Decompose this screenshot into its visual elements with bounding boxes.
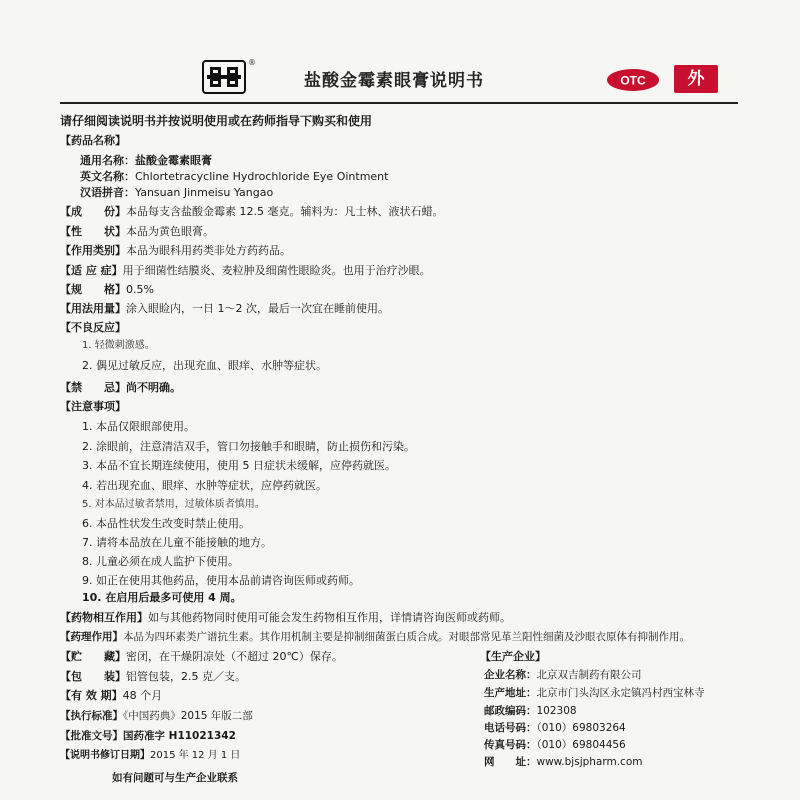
package-row [60, 670, 246, 684]
contraindications-value: 尚不明确。 [126, 381, 181, 394]
manufacturer-address-row [484, 686, 705, 700]
english-name-row [80, 170, 388, 184]
precaution-item: 8. 儿童必须在成人监护下使用。 [82, 555, 239, 568]
otc-badge [606, 68, 660, 92]
approval-row [60, 729, 236, 743]
pharmacology-value: 本品为四环素类广谱抗生素。其作用机制主要是抑制细菌蛋白质合成。对眼部常见革兰阳性细菌及沙眼衣原体有抑制作用。 [123, 631, 690, 643]
manufacturer-name-row [484, 668, 642, 682]
manufacturer-address-value: 北京市门头沟区永定镇冯村西宝林寺 [536, 687, 705, 699]
otc-label: OTC [620, 73, 646, 88]
registered-mark-icon: ® [248, 58, 256, 67]
manufacturer-web-row [484, 755, 642, 769]
package-label: 【包 装】 [60, 670, 126, 683]
storage-row [60, 650, 343, 664]
company-logo-icon [202, 60, 246, 94]
dosage-label: 【用法用量】 [60, 302, 126, 315]
storage-value: 密闭，在干燥阴凉处（不超过 20℃）保存。 [126, 650, 343, 663]
manufacturer-fax-label: 传真号码： [484, 739, 537, 751]
category-label: 【作用类别】 [60, 244, 126, 257]
revision-label: 【说明书修订日期】 [60, 750, 150, 761]
english-name-label: 英文名称： [80, 170, 135, 183]
precaution-item: 1. 本品仅限眼部使用。 [82, 420, 195, 433]
drug-name-heading: 【药品名称】 [60, 134, 126, 147]
spec-value: 0.5% [126, 283, 154, 296]
validity-row [60, 689, 162, 703]
manufacturer-postcode-label: 邮政编码： [484, 705, 537, 717]
category-value: 本品为眼科用药类非处方药药品。 [126, 244, 291, 257]
precaution-item: 3. 本品不宜长期连续使用，使用 5 日症状未缓解，应停药就医。 [82, 459, 396, 472]
appearance-label: 【性 状】 [60, 225, 126, 238]
indications-row [60, 264, 431, 278]
adverse-heading: 【不良反应】 [60, 321, 126, 334]
precautions-heading: 【注意事项】 [60, 400, 126, 413]
contraindications-row [60, 381, 181, 395]
precaution-item: 10. 在启用后最多可使用 4 周。 [82, 591, 242, 604]
interaction-label: 【药物相互作用】 [60, 611, 148, 624]
header-divider [60, 102, 738, 104]
manufacturer-address-label: 生产地址： [484, 687, 537, 699]
spec-label: 【规 格】 [60, 283, 126, 296]
package-value: 铝管包装，2.5 克／支。 [126, 670, 246, 683]
standard-row [60, 709, 253, 723]
appearance-row [60, 225, 214, 239]
pinyin-row [80, 186, 273, 200]
spec-row [60, 283, 154, 297]
standard-label: 【执行标准】 [60, 710, 123, 722]
pinyin-value: Yansuan Jinmeisu Yangao [135, 186, 274, 199]
interaction-row [60, 611, 511, 625]
precaution-item: 2. 涂眼前，注意清洁双手，管口勿接触手和眼睛，防止损伤和污染。 [82, 440, 415, 453]
approval-label: 【批准文号】 [60, 730, 123, 742]
indications-value: 用于细菌性结膜炎、麦粒肿及细菌性眼睑炎。也用于治疗沙眼。 [122, 264, 431, 277]
revision-row [60, 749, 240, 763]
usage-warning: 请仔细阅读说明书并按说明使用或在药师指导下购买和使用 [60, 114, 373, 128]
generic-name-row [80, 154, 212, 168]
revision-value: 2015 年 12 月 1 日 [150, 750, 241, 761]
manufacturer-postcode-value: 102308 [536, 705, 577, 717]
interaction-value: 如与其他药物同时使用可能会发生药物相互作用，详情请咨询医师或药师。 [148, 611, 511, 624]
pharmacology-label: 【药理作用】 [60, 631, 123, 643]
generic-name-label: 通用名称： [80, 154, 135, 167]
external-use-badge: 外 [674, 65, 718, 93]
standard-value: 《中国药典》2015 年版二部 [123, 710, 253, 722]
manufacturer-name-label: 企业名称： [484, 669, 537, 681]
english-name-value: Chlortetracycline Hydrochloride Eye Ointment [135, 170, 389, 183]
precaution-item: 4. 若出现充血、眼痒、水肿等症状，应停药就医。 [82, 479, 327, 492]
indications-label: 【适 应 症】 [60, 264, 123, 277]
precaution-item: 5. 对本品过敏者禁用，过敏体质者慎用。 [82, 499, 265, 510]
contraindications-label: 【禁 忌】 [60, 381, 126, 394]
footer-note: 如有问题可与生产企业联系 [112, 772, 238, 784]
manufacturer-web-value: www.bjsjpharm.com [536, 756, 643, 768]
manufacturer-heading: 【生产企业】 [480, 650, 546, 663]
precaution-item: 7. 请将本品放在儿童不能接触的地方。 [82, 536, 272, 549]
composition-value: 本品每支含盐酸金霉素 12.5 毫克。辅料为：凡士林、液状石蜡。 [126, 205, 444, 218]
manufacturer-fax-value: （010）69804456 [536, 739, 626, 751]
manufacturer-name-value: 北京双吉制药有限公司 [536, 669, 642, 681]
dosage-row [60, 302, 389, 316]
document-title: 盐酸金霉素眼膏说明书 [304, 71, 484, 91]
manufacturer-web-label: 网 址： [484, 756, 537, 768]
category-row [60, 244, 291, 258]
adverse-item: 1. 轻微刺激感。 [82, 340, 155, 351]
manufacturer-fax-row [484, 738, 626, 752]
validity-label: 【有 效 期】 [60, 689, 123, 702]
storage-label: 【贮 藏】 [60, 650, 126, 663]
precaution-item: 6. 本品性状发生改变时禁止使用。 [82, 517, 250, 530]
adverse-item: 2. 偶见过敏反应，出现充血、眼痒、水肿等症状。 [82, 359, 327, 372]
precaution-item: 9. 如正在使用其他药品，使用本品前请咨询医师或药师。 [82, 574, 360, 587]
pinyin-label: 汉语拼音： [80, 186, 135, 199]
dosage-value: 涂入眼睑内，一日 1～2 次，最后一次宜在睡前使用。 [126, 302, 389, 315]
appearance-value: 本品为黄色眼膏。 [126, 225, 214, 238]
composition-label: 【成 份】 [60, 205, 126, 218]
manufacturer-phone-label: 电话号码： [484, 722, 537, 734]
pharmacology-row [60, 630, 690, 644]
manufacturer-postcode-row [484, 704, 577, 718]
composition-row [60, 205, 443, 219]
manufacturer-phone-value: （010）69803264 [536, 722, 626, 734]
approval-value: 国药准字 H11021342 [123, 730, 236, 742]
manufacturer-phone-row [484, 721, 626, 735]
validity-value: 48 个月 [122, 689, 163, 702]
generic-name-value: 盐酸金霉素眼膏 [135, 154, 212, 167]
